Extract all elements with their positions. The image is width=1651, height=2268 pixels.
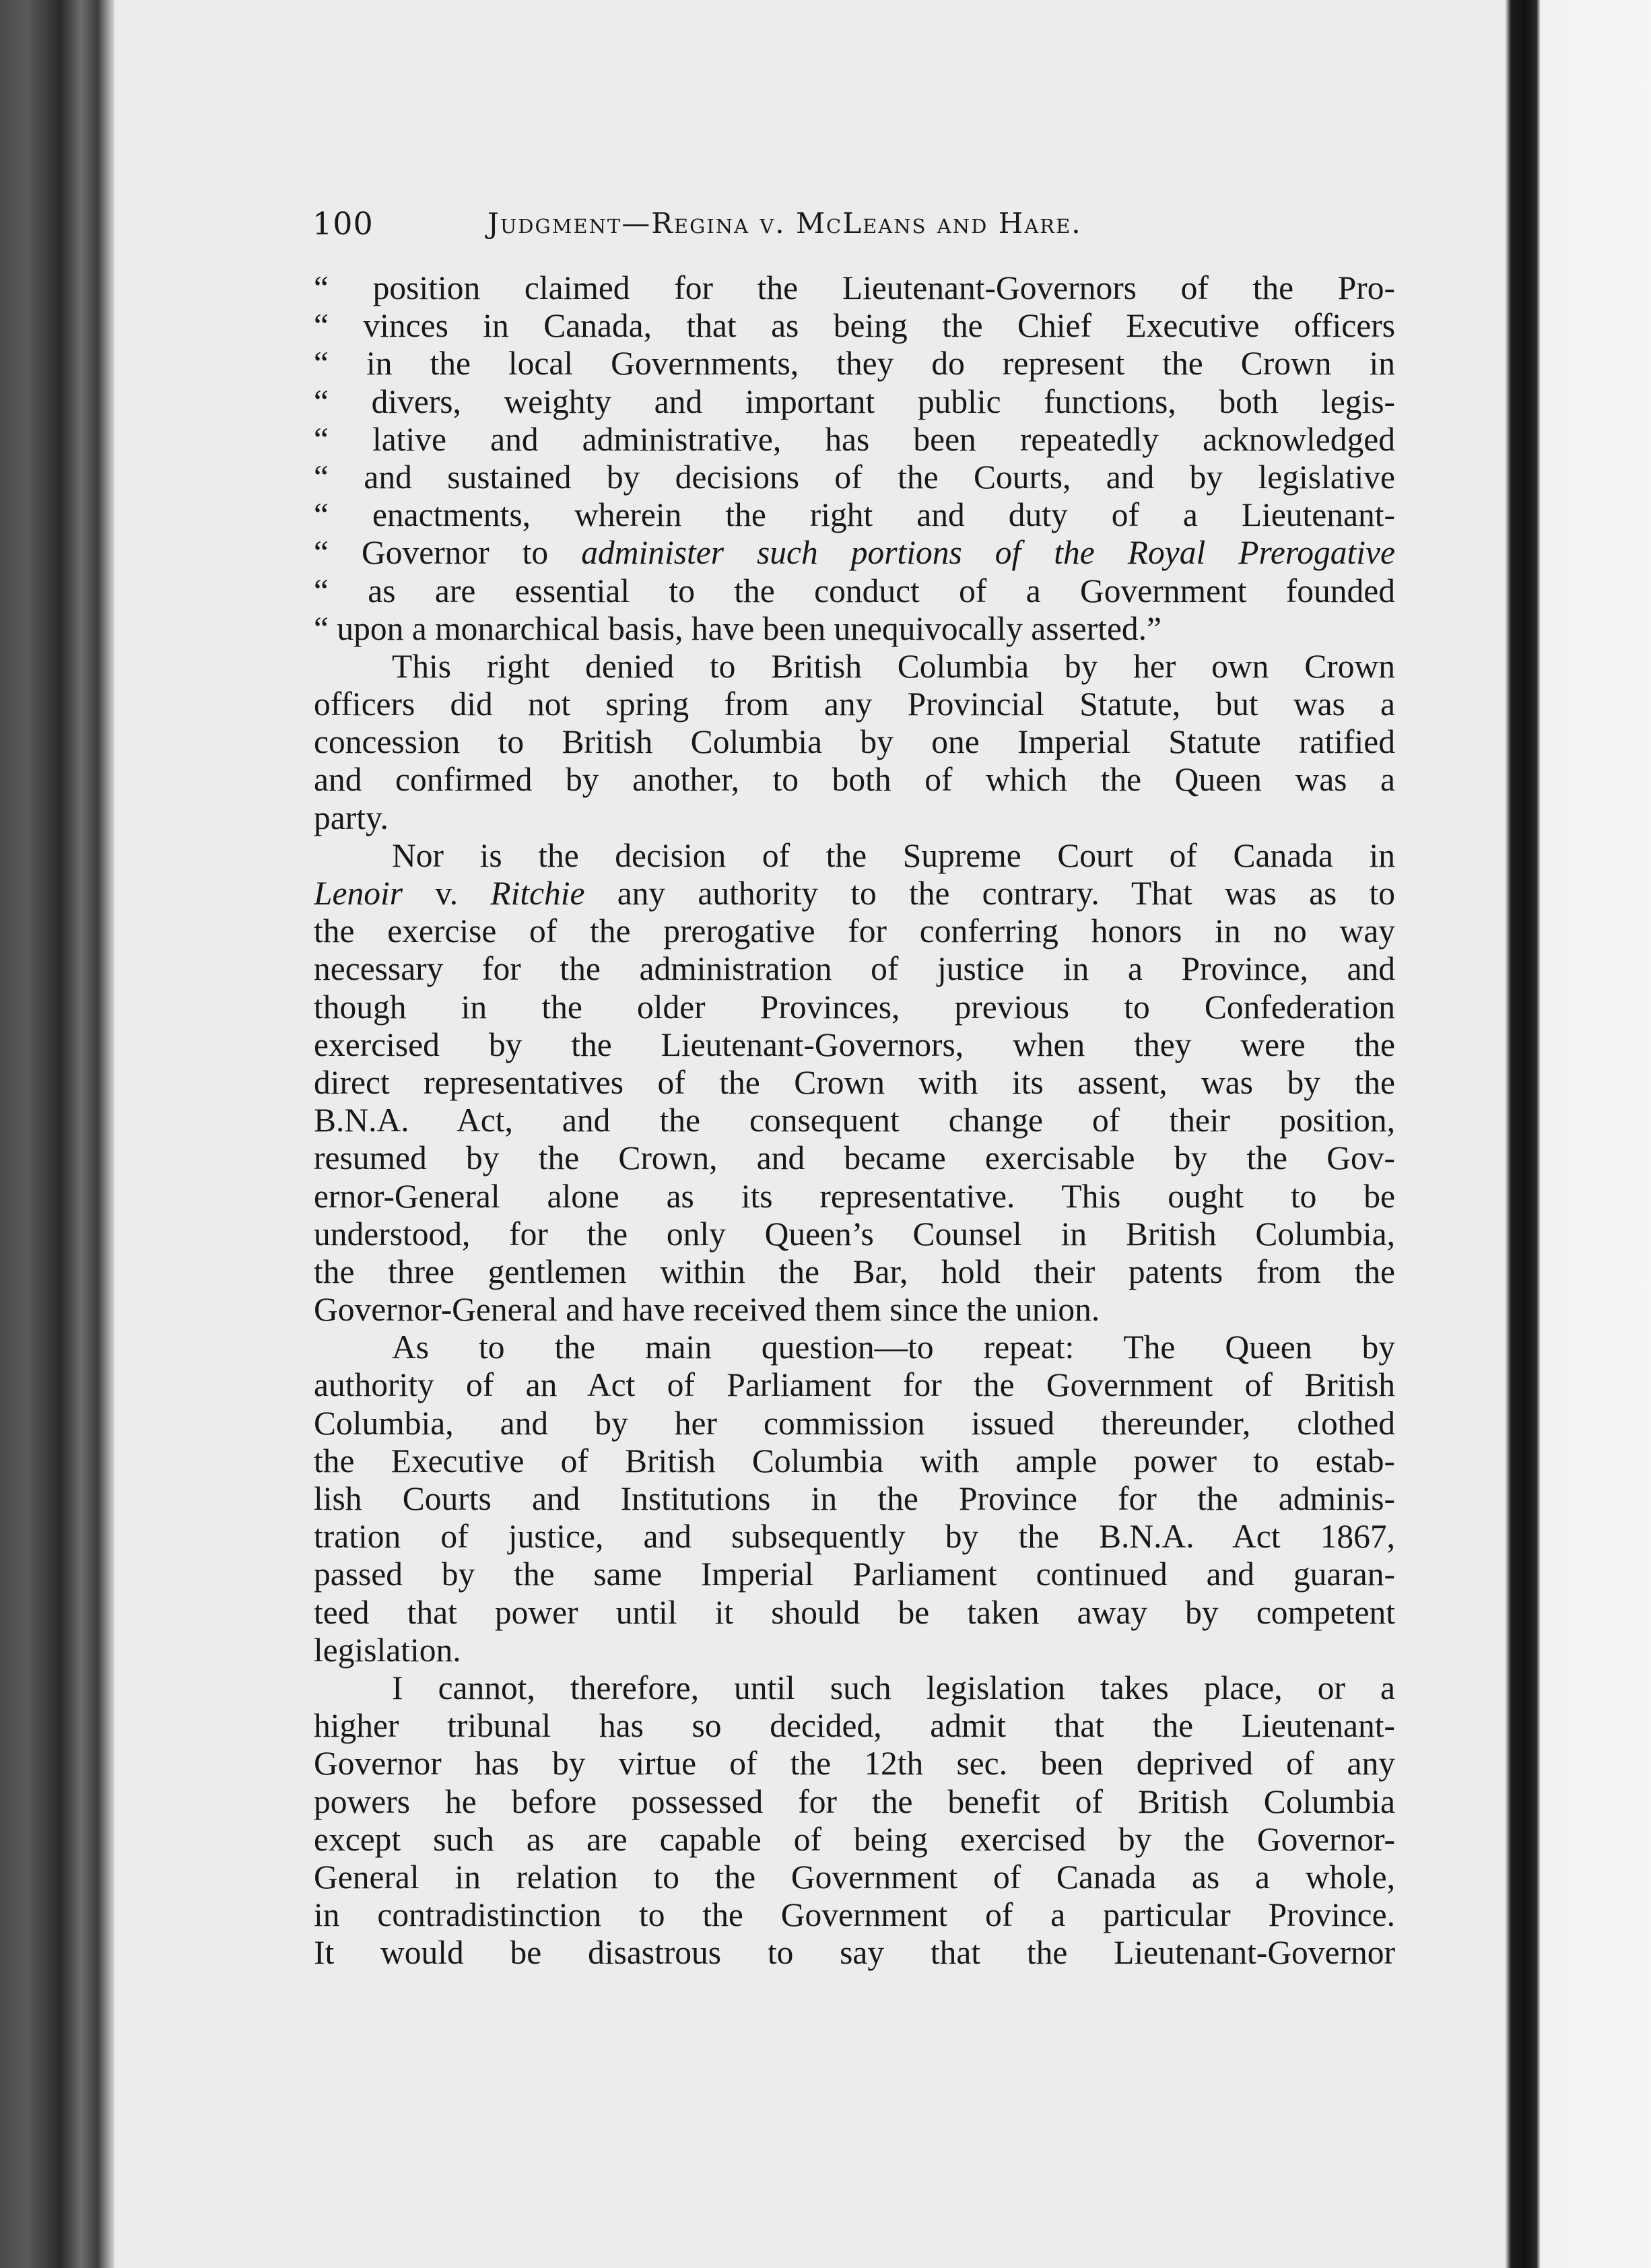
page-number: 100 xyxy=(312,205,374,242)
text-line: concession to British Columbia by one Imperial Statute ratified xyxy=(314,723,1395,761)
text-line: party. xyxy=(314,799,389,836)
case-name-italic: Ritchie xyxy=(490,875,585,912)
text-line: “ position claimed for the Lieutenant-Governors of the Pro- xyxy=(314,269,1395,306)
text-line: necessary for the administration of justice in a Province, and xyxy=(314,950,1395,988)
paragraph-first-line: I cannot, therefore, until such legislation takes place, or a xyxy=(392,1669,1395,1706)
book-binding-right xyxy=(1506,0,1651,2268)
text-line: and confirmed by another, to both of which the Queen was a xyxy=(314,761,1395,799)
text-line: “ Governor to administer such portions of the Royal Prerogative xyxy=(314,534,1395,572)
text-line: authority of an Act of Parliament for the Government of British xyxy=(314,1366,1395,1404)
text-line: powers he before possessed for the benefit of British Columbia xyxy=(314,1782,1395,1820)
text-line: B.N.A. Act, and the consequent change of their position, xyxy=(314,1102,1395,1139)
text-line: “ vinces in Canada, that as being the Chief Executive officers xyxy=(314,307,1395,345)
text-line: the three gentlemen within the Bar, hold their patents from the xyxy=(314,1253,1395,1290)
text-line: higher tribunal has so decided, admit that the Lieutenant- xyxy=(314,1707,1395,1745)
text-line: in contradistinction to the Government of a particular Province. xyxy=(314,1896,1395,1934)
text-line: “ in the local Governments, they do represent the Crown in xyxy=(314,345,1395,382)
text-line: except such as are capable of being exercised by the Governor- xyxy=(314,1820,1395,1858)
text-line: understood, for the only Queen’s Counsel in British Columbia, xyxy=(314,1215,1395,1253)
text-line: resumed by the Crown, and became exercisable by the Gov- xyxy=(314,1139,1395,1177)
text-line: “ divers, weighty and important public functions, both legis- xyxy=(314,382,1395,420)
text-line: “ and sustained by decisions of the Courts, and by legislative xyxy=(314,458,1395,496)
text-line: tration of justice, and subsequently by the B.N.A. Act 1867, xyxy=(314,1518,1395,1556)
text-line: Governor-General and have received them since the union. xyxy=(314,1291,1100,1329)
text-line: General in relation to the Government of Canada as a whole, xyxy=(314,1858,1395,1896)
text-line: Columbia, and by her commission issued thereunder, clothed xyxy=(314,1404,1395,1442)
text-line: “ upon a monarchical basis, have been unequivocally asserted.” xyxy=(314,609,1162,647)
text-line: the exercise of the prerogative for conferring honors in no way xyxy=(314,912,1395,950)
book-binding-left xyxy=(0,0,114,2268)
running-head: Judgment—Regina v. McLeans and Hare. xyxy=(487,207,1082,240)
body-text xyxy=(314,269,1395,1972)
text-line: ernor-General alone as its representative. This ought to be xyxy=(314,1177,1395,1215)
page-header xyxy=(312,205,1403,253)
text-line: passed by the same Imperial Parliament continued and guaran- xyxy=(314,1556,1395,1593)
text-line: teed that power until it should be taken away by competent xyxy=(314,1593,1395,1631)
text-line: exercised by the Lieutenant-Governors, when they were the xyxy=(314,1026,1395,1063)
text-line: “ enactments, wherein the right and duty of a Lieutenant- xyxy=(314,496,1395,534)
text-line: Lenoir v. Ritchie any authority to the contrary. That was as to xyxy=(314,875,1395,912)
paragraph-first-line: Nor is the decision of the Supreme Court of Canada in xyxy=(392,836,1395,874)
text-line: “ lative and administrative, has been repeatedly acknowledged xyxy=(314,420,1395,458)
text-line: “ as are essential to the conduct of a Government founded xyxy=(314,572,1395,609)
italic-phrase: administer such portions of the Royal Prerogative xyxy=(581,534,1395,572)
text-line: Governor has by virtue of the 12th sec. been deprived of any xyxy=(314,1745,1395,1782)
text-line: It would be disastrous to say that the Lieutenant-Governor xyxy=(314,1934,1395,1972)
text-line: lish Courts and Institutions in the Province for the adminis- xyxy=(314,1480,1395,1517)
text-line: officers did not spring from any Provincial Statute, but was a xyxy=(314,686,1395,723)
paragraph-first-line: As to the main question—to repeat: The Queen by xyxy=(392,1329,1395,1366)
paragraph-first-line: This right denied to British Columbia by her own Crown xyxy=(392,647,1395,685)
text-line: the Executive of British Columbia with ample power to estab- xyxy=(314,1442,1395,1479)
case-name-italic: Lenoir xyxy=(314,875,403,912)
text-line: direct representatives of the Crown with its assent, was by the xyxy=(314,1063,1395,1101)
text-line: legislation. xyxy=(314,1631,461,1669)
text-line: though in the older Provinces, previous to Confederation xyxy=(314,988,1395,1026)
